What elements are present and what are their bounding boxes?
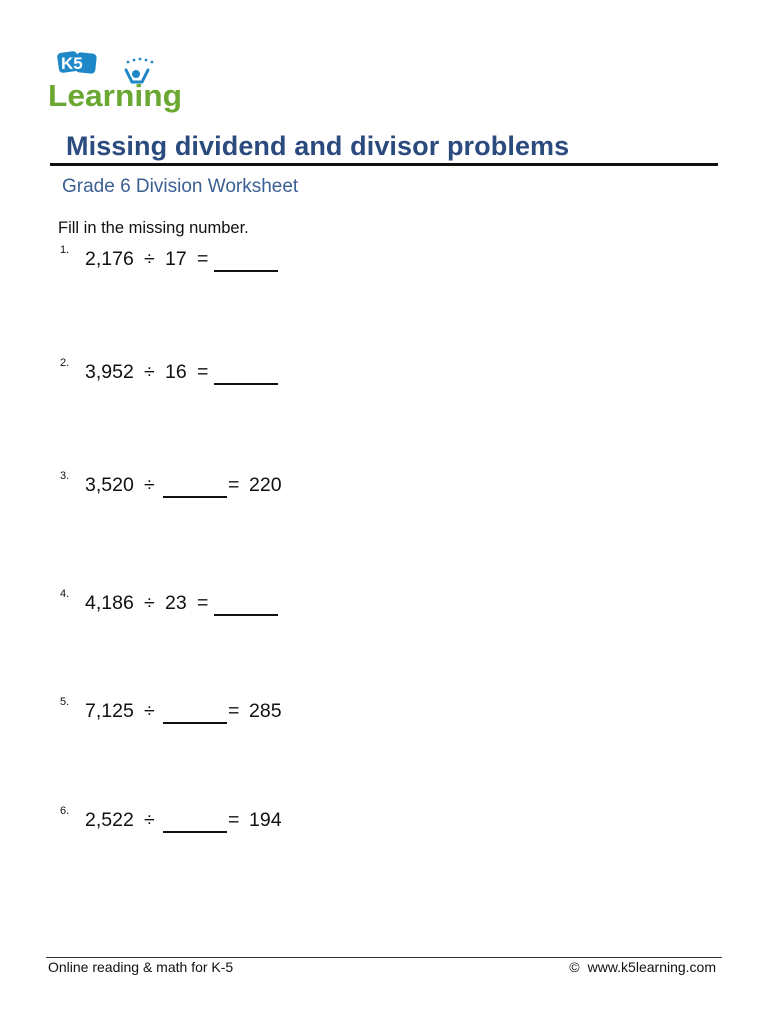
k5-learning-logo	[46, 50, 188, 114]
instructions: Fill in the missing number.	[58, 219, 249, 237]
logo-graphic	[46, 50, 188, 114]
answer-blank[interactable]	[163, 722, 227, 724]
quotient: 285	[249, 700, 282, 722]
footer-url-link[interactable]: www.k5learning.com	[587, 959, 716, 975]
equals-sign: =	[197, 592, 209, 614]
divide-sign: ÷	[144, 592, 155, 614]
footer-divider	[46, 957, 722, 958]
divide-sign: ÷	[144, 700, 155, 722]
dividend: 7,125	[85, 700, 134, 722]
dividend: 3,952	[85, 361, 134, 383]
quotient: 194	[249, 809, 282, 831]
problem-number: 5.	[60, 696, 70, 708]
worksheet-subtitle: Grade 6 Division Worksheet	[62, 176, 299, 197]
answer-blank[interactable]	[163, 831, 227, 833]
answer-blank[interactable]	[214, 270, 278, 272]
title-divider	[50, 163, 718, 166]
problem-number: 4.	[60, 588, 70, 600]
equals-sign: =	[228, 474, 240, 496]
problem-number: 1.	[60, 244, 70, 256]
logo-bottom-text: Learning	[48, 78, 182, 113]
divisor: 17	[165, 248, 187, 270]
dividend: 2,522	[85, 809, 134, 831]
dividend: 2,176	[85, 248, 134, 270]
answer-blank[interactable]	[214, 614, 278, 616]
problem-number: 2.	[60, 357, 70, 369]
footer-tagline: Online reading & math for K-5	[48, 959, 234, 975]
equals-sign: =	[228, 809, 240, 831]
page-title: Missing dividend and divisor problems	[66, 131, 570, 161]
divisor: 23	[165, 592, 187, 614]
logo-top-text: K5	[61, 54, 83, 73]
divide-sign: ÷	[144, 474, 155, 496]
dividend: 4,186	[85, 592, 134, 614]
problem-number: 3.	[60, 470, 70, 482]
answer-blank[interactable]	[163, 496, 227, 498]
divide-sign: ÷	[144, 809, 155, 831]
equals-sign: =	[197, 361, 209, 383]
divisor: 16	[165, 361, 187, 383]
equals-sign: =	[197, 248, 209, 270]
equals-sign: =	[228, 700, 240, 722]
divide-sign: ÷	[144, 361, 155, 383]
problem-number: 6.	[60, 805, 70, 817]
answer-blank[interactable]	[214, 383, 278, 385]
dividend: 3,520	[85, 474, 134, 496]
footer-site	[561, 959, 716, 975]
copyright-symbol: ©	[569, 959, 580, 975]
divide-sign: ÷	[144, 248, 155, 270]
quotient: 220	[249, 474, 282, 496]
